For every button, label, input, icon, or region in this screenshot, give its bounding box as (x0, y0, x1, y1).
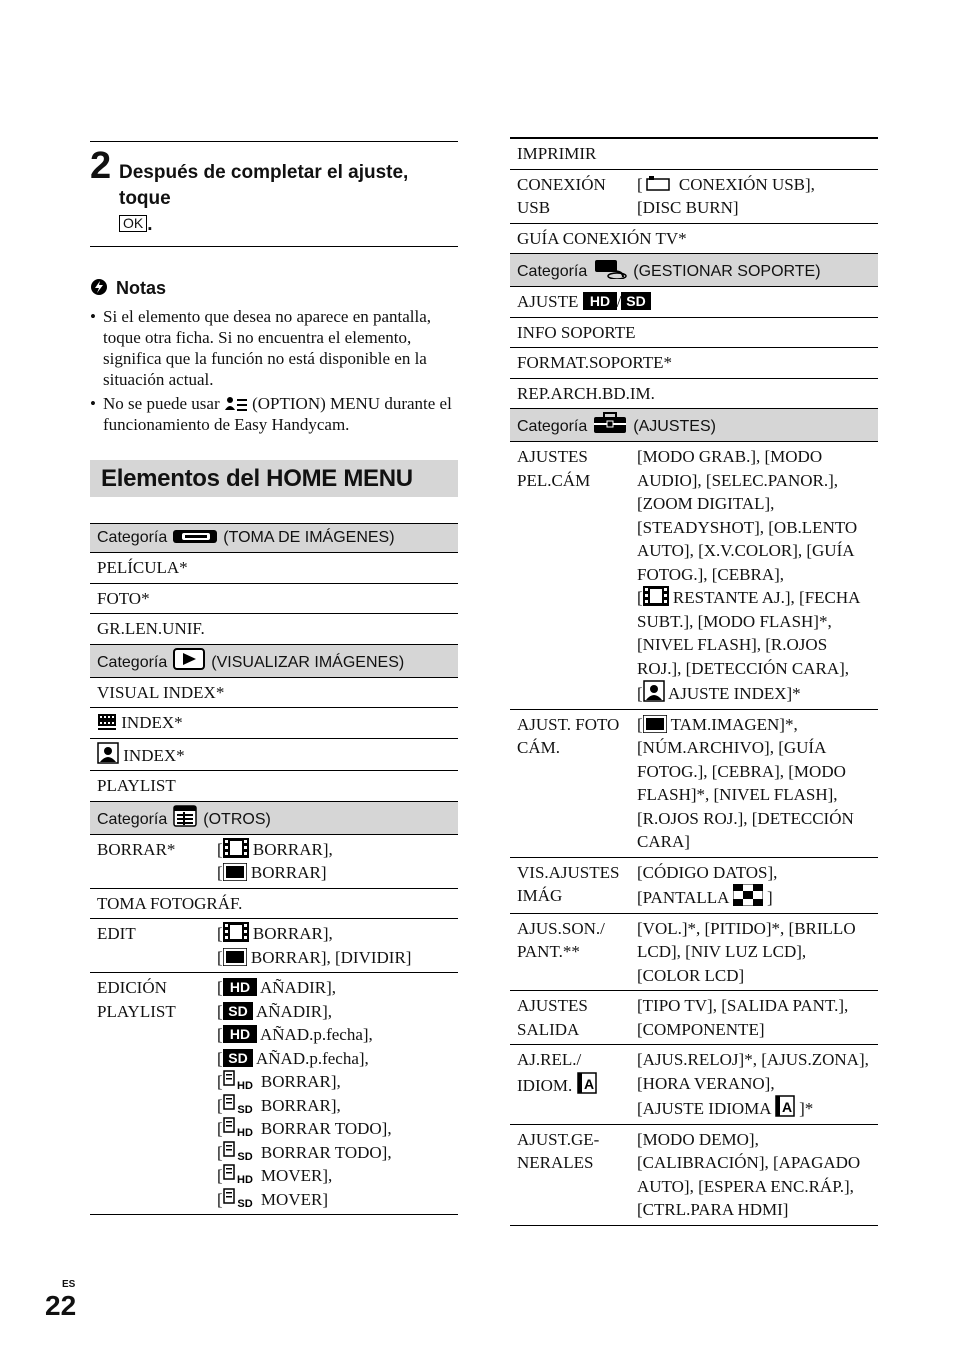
table-row: REP.ARCH.BD.IM. (510, 378, 878, 409)
table-row: PELÍCULA* (90, 553, 458, 584)
usb-connection-icon (643, 175, 675, 193)
photo-icon (223, 863, 247, 881)
table-row: EDIT [ BORRAR], [ BORRAR], [DIVIDIR] (90, 919, 458, 973)
playlist-sd-icon (223, 1141, 257, 1161)
playlist-hd-icon (223, 1070, 257, 1090)
category-row: Categoría (VISUALIZAR IMÁGENES) (90, 644, 458, 677)
film-icon (223, 838, 249, 858)
table-row: INDEX* (90, 708, 458, 739)
table-row: INFO SOPORTE (510, 317, 878, 348)
category-row: Categoría (TOMA DE IMÁGENES) (90, 524, 458, 553)
svg-text:HD: HD (229, 979, 250, 995)
playlist-hd-icon (223, 1117, 257, 1137)
section-title: Elementos del HOME MENU (90, 460, 458, 497)
category-row: Categoría (AJUSTES) (510, 409, 878, 442)
photo-icon (643, 715, 667, 733)
note-item: • No se puede usar (OPTION) MENU durante el funcionamiento de Easy Handycam. (90, 394, 452, 435)
sd-icon (223, 1002, 253, 1020)
checker-pattern-icon (733, 884, 763, 906)
svg-text:SD: SD (237, 1150, 253, 1161)
table-row: BORRAR* [ BORRAR], [ BORRAR] (90, 834, 458, 888)
option-menu-icon (224, 396, 248, 414)
hd-icon (583, 292, 617, 310)
face-index-icon (97, 742, 119, 764)
table-row: INDEX* (90, 738, 458, 771)
table-row: TOMA FOTOGRÁF. (90, 888, 458, 919)
category-row: Categoría (GESTIONAR SOPORTE) (510, 254, 878, 287)
table-row: CONEXIÓN USB [ CONEXIÓN USB], [DISC BURN] (510, 169, 878, 223)
playlist-sd-icon (223, 1188, 257, 1208)
table-row: FOTO* (90, 583, 458, 614)
category-row: Categoría (OTROS) (90, 801, 458, 834)
playlist-sd-icon (223, 1094, 257, 1114)
svg-text:HD: HD (236, 1174, 253, 1184)
toolbox-icon (593, 412, 627, 434)
home-menu-table-left (90, 523, 458, 1215)
svg-text:SD: SD (237, 1103, 253, 1114)
svg-text:A: A (583, 1075, 594, 1092)
language-icon (775, 1095, 795, 1117)
hd-icon (223, 978, 257, 996)
svg-text:SD: SD (237, 1197, 253, 1208)
page-language: ES (62, 1279, 76, 1290)
svg-text:SD: SD (227, 1002, 248, 1019)
table-row: PLAYLIST (90, 771, 458, 802)
home-menu-table-right (510, 137, 878, 1226)
step-end: . (147, 214, 153, 235)
table-row: VIS.AJUSTES IMÁG [CÓDIGO DATOS], [PANTALLA ] (510, 857, 878, 913)
table-row: IMPRIMIR (510, 138, 878, 169)
notes-icon (90, 278, 108, 296)
table-row: AJUSTES SALIDA [TIPO TV], [SALIDA PANT.], [COMPONENTE] (510, 991, 878, 1045)
table-row: VISUAL INDEX* (90, 677, 458, 708)
play-icon (173, 648, 205, 670)
svg-text:A: A (781, 1099, 792, 1115)
table-row: AJ.REL./ IDIOM. A [AJUS.RELOJ]*, [AJUS.ZONA], [HORA VERANO], [AJUSTE IDIOMA A ]* (510, 1045, 878, 1125)
table-row: EDICIÓN PLAYLIST [ HD AÑADIR], [ SD AÑADIR], [ HD AÑAD.p.fecha], [ SD AÑAD.p.fecha], [ HD BORRAR], [ SD BORRAR], [ HD BORRAR TODO], [ SD BORRAR TODO], [ HD MOVER], [ SD MOVER] (90, 973, 458, 1215)
sd-icon (223, 1049, 253, 1067)
manage-media-icon (593, 257, 627, 279)
table-row: AJUST. FOTO CÁM. [ TAM.IMAGEN]*, [NÚM.ARCHIVO], [GUÍA FOTOG.], [CEBRA], [MODO FLASH]*, [NIVEL FLASH], [R.OJOS ROJ.], [DETECCIÓN CARA] (510, 709, 878, 857)
svg-text:HD: HD (236, 1127, 253, 1137)
step-instruction: Después de completar el ajuste, toque (119, 162, 409, 209)
camera-icon (173, 527, 217, 545)
film-icon (223, 922, 249, 942)
language-icon (577, 1072, 597, 1094)
svg-text:SD: SD (227, 1049, 248, 1066)
face-index-icon (643, 680, 665, 702)
table-row: FORMAT.SOPORTE* (510, 348, 878, 379)
notes-heading-text: Notas (116, 278, 167, 298)
table-row: AJUS.SON./ PANT.** [VOL.]*, [PITIDO]*, [BRILLO LCD], [NIV LUZ LCD], [COLOR LCD] (510, 913, 878, 991)
notes-heading (90, 277, 166, 299)
others-icon (173, 805, 197, 827)
table-row: GR.LEN.UNIF. (90, 614, 458, 645)
table-row: AJUSTES PEL.CÁM [MODO GRAB.], [MODO AUDIO], [SELEC.PANOR.], [ZOOM DIGITAL], [STEADYSHOT], [OB.LENTO AUTO], [X.V.COLOR], [GUÍA FOTOG.], [CEBRA], [ RESTANTE AJ.], [FECHA SUBT.], [MODO FLASH]*, [NIVEL FLASH], [R.OJOS ROJ.], [DETECCIÓN CARA], [ AJUSTE INDEX]* (510, 442, 878, 710)
svg-text:HD: HD (589, 293, 610, 309)
svg-text:HD: HD (229, 1026, 250, 1042)
notes-list (90, 306, 458, 438)
table-row: GUÍA CONEXIÓN TV* (510, 223, 878, 254)
film-icon (643, 586, 669, 606)
step-text (119, 160, 458, 238)
hd-icon (223, 1025, 257, 1043)
note-item: • Si el elemento que desea no aparece en pantalla, toque otra ficha. Si no encuentra el elemento, significa que la función no está disponible en la situación actual. (90, 307, 432, 389)
film-index-icon (97, 713, 117, 731)
step-number: 2 (90, 145, 112, 187)
step-block (90, 141, 458, 247)
svg-text:SD: SD (626, 293, 647, 309)
photo-icon (223, 948, 247, 966)
ok-button-label: OK (119, 215, 147, 232)
sd-icon (621, 292, 651, 310)
table-row: AJUST.GE-NERALES [MODO DEMO], [CALIBRACIÓN], [APAGADO AUTO], [ESPERA ENC.RÁP.], [CTRL.PARA HDMI] (510, 1124, 878, 1225)
table-row: AJUSTE HD / SD (510, 287, 878, 318)
svg-text:HD: HD (236, 1080, 253, 1090)
page-number: 22 (45, 1290, 77, 1321)
playlist-hd-icon (223, 1164, 257, 1184)
